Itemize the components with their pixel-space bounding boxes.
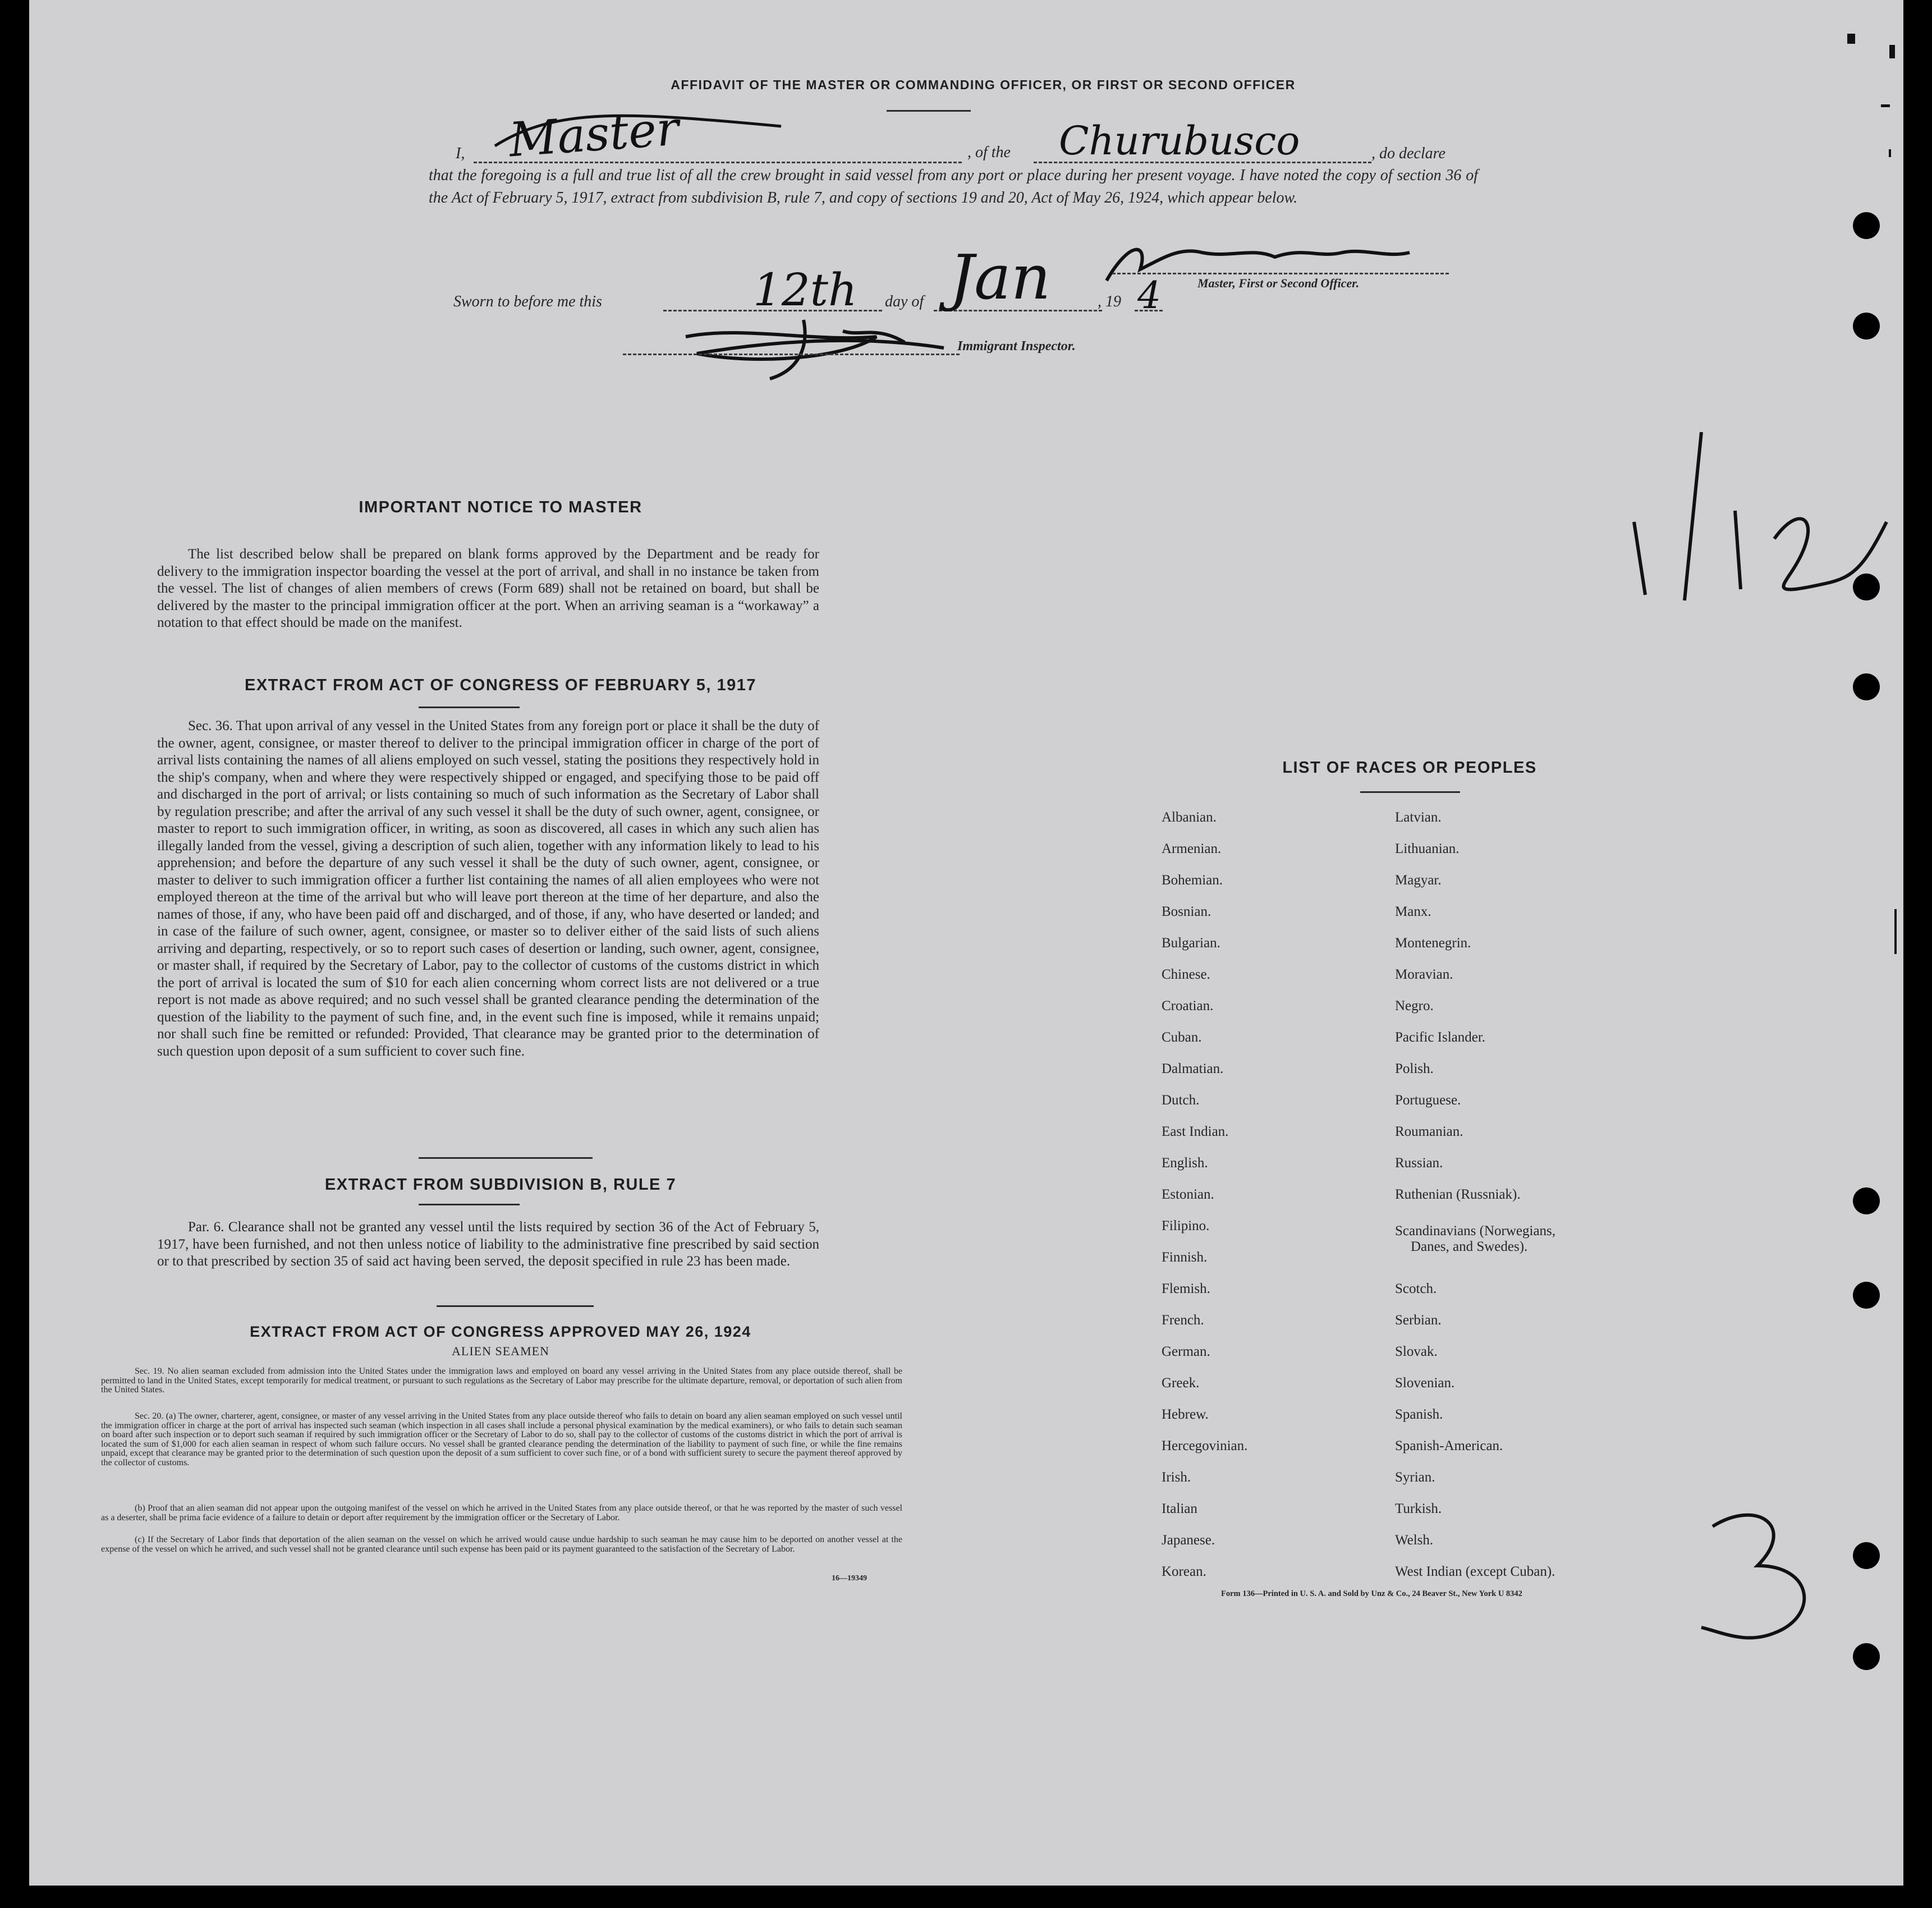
- race-item: German.: [1162, 1344, 1210, 1359]
- race-item: Slovenian.: [1395, 1375, 1455, 1391]
- race-item: Spanish-American.: [1395, 1438, 1503, 1453]
- race-item: Finnish.: [1162, 1250, 1208, 1265]
- race-item: Greek.: [1162, 1375, 1200, 1391]
- scan-speck: [1881, 104, 1890, 107]
- race-item: Albanian.: [1162, 810, 1217, 825]
- race-item: Irish.: [1162, 1470, 1191, 1485]
- do-declare-label: , do declare: [1371, 145, 1445, 162]
- race-item: Dalmatian.: [1162, 1061, 1224, 1076]
- sworn-prefix: Sworn to before me this: [453, 293, 602, 310]
- race-item: Filipino.: [1162, 1218, 1210, 1233]
- race-item: Turkish.: [1395, 1501, 1442, 1516]
- race-item: Bohemian.: [1162, 873, 1223, 888]
- extract-1917-heading: EXTRACT FROM ACT OF CONGRESS OF FEBRUARY 5, 1917: [244, 676, 757, 694]
- extract-1917-rule: [419, 707, 520, 708]
- race-item: Slovak.: [1395, 1344, 1438, 1359]
- extract-1924-heading: EXTRACT FROM ACT OF CONGRESS APPROVED MAY 26, 1924: [250, 1323, 751, 1340]
- race-item: Scotch.: [1395, 1281, 1437, 1296]
- alien-seamen-subheading: ALIEN SEAMEN: [452, 1344, 549, 1358]
- race-item: Polish.: [1395, 1061, 1434, 1076]
- master-caption: Master, First or Second Officer.: [1197, 276, 1360, 290]
- rule7-body: Par. 6. Clearance shall not be granted any vessel until the lists required by section 36 of the Act of February 5, 1917, have been furnished, and not then unless notice of liability to the administrative fine prescribed by said section or to that prescribed by section 35 of said act having been served, the deposit specified in rule 23 has been made.: [157, 1219, 819, 1269]
- race-item: Cuban.: [1162, 1030, 1202, 1045]
- scan-speck: [1889, 45, 1895, 58]
- inspector-signature: [674, 303, 989, 387]
- affidavit-i-label: I,: [456, 145, 465, 162]
- race-item: French.: [1162, 1313, 1204, 1328]
- handwritten-month: Jan: [949, 241, 1051, 313]
- sec20c-text: (c) If the Secretary of Labor finds that deportation of the alien seaman on the vessel on which he arrived would cause undue hardship to such seaman he may cause him to be deported on another vessel at the expense of the vessel on which he arrived, and such vessel shall not be granted clearance until such expense has been paid or its payment guaranteed to the satisfaction of the Secretary of Labor.: [101, 1535, 902, 1554]
- form-footer: Form 136—Printed in U. S. A. and Sold by Unz & Co., 24 Beaver St., New York U 8342: [1221, 1589, 1522, 1598]
- race-item: Dutch.: [1162, 1093, 1200, 1108]
- rule7-rule: [419, 1204, 520, 1205]
- punch-hole: [1853, 1282, 1880, 1309]
- race-item: Estonian.: [1162, 1187, 1214, 1202]
- races-heading-rule: [1360, 791, 1460, 793]
- handwritten-day: 12th: [753, 264, 857, 316]
- handwritten-vessel-name: Churubusco: [1059, 118, 1300, 164]
- race-item: Negro.: [1395, 998, 1434, 1013]
- race-item: Hebrew.: [1162, 1407, 1209, 1422]
- race-item: Syrian.: [1395, 1470, 1435, 1485]
- race-item: Armenian.: [1162, 841, 1222, 856]
- day-of-label: day of: [885, 293, 924, 310]
- punch-hole: [1853, 212, 1880, 239]
- race-item: English.: [1162, 1155, 1208, 1171]
- race-item: Roumanian.: [1395, 1124, 1463, 1139]
- affidavit-heading-rule: [887, 110, 971, 112]
- race-item: Russian.: [1395, 1155, 1443, 1171]
- race-item: Magyar.: [1395, 873, 1442, 888]
- race-item: Welsh.: [1395, 1533, 1434, 1548]
- document-sheet: [29, 0, 1903, 1886]
- handwritten-year: 4: [1137, 274, 1161, 317]
- race-item: Bulgarian.: [1162, 935, 1220, 951]
- race-item: Danes, and Swedes).: [1411, 1239, 1528, 1254]
- scan-speck: [1847, 34, 1855, 44]
- form-code: 16—19349: [832, 1574, 867, 1583]
- extract-1917-end-rule: [419, 1157, 593, 1159]
- punch-hole: [1853, 1643, 1880, 1670]
- race-item: Latvian.: [1395, 810, 1442, 825]
- notice-heading: IMPORTANT NOTICE TO MASTER: [359, 498, 643, 516]
- race-item: Manx.: [1395, 904, 1431, 919]
- sheet-number-annotation: [1690, 1504, 1858, 1650]
- year-prefix: , 19: [1098, 293, 1121, 310]
- race-item: Chinese.: [1162, 967, 1210, 982]
- inspector-caption: Immigrant Inspector.: [957, 339, 1076, 354]
- race-item: West Indian (except Cuban).: [1395, 1564, 1555, 1579]
- race-item: Ruthenian (Russniak).: [1395, 1187, 1521, 1202]
- race-item: Croatian.: [1162, 998, 1214, 1013]
- sec20b-text: (b) Proof that an alien seaman did not appear upon the outgoing manifest of the vessel on which he arrived in the United States from any place outside thereof, or that he was reported by the master of such vessel as a deserter, shall be prima facie evidence of a failure to detain or deport after requirement by the immigration officer or the Secretary of Labor.: [101, 1503, 902, 1522]
- sec20a-text: Sec. 20. (a) The owner, charterer, agent, consignee, or master of any vessel arriving in the United States from any place outside thereof who fails to detain on board any alien seaman employed on such vessel until the immigration officer in charge at the port of arrival has inspected such seaman (which inspection in all cases shall include a personal physical examination by the medical examiners), or who fails to detain such seaman on board after such inspection or to deport such seaman if required by such immigration officer or the Secretary of Labor to do so, shall pay to the collector of customs of the customs district in which the port of arrival is located the sum of $1,000 for each alien seaman in respect of whom such failure occurs. No vessel shall be granted clearance pending the determination of the liability to payment of such fine, or while the fine remains unpaid, except that clearance may be granted prior to the determination of such question upon the deposit of a sum sufficient to cover such fine, or of a bond with sufficient surety to secure the payment thereof approved by the collector of customs.: [101, 1411, 902, 1467]
- punch-hole: [1853, 1187, 1880, 1214]
- race-item: Hercegovinian.: [1162, 1438, 1248, 1453]
- of-the-label: , of the: [967, 144, 1011, 161]
- notice-body: The list described below shall be prepared on blank forms approved by the Department and be ready for delivery to the immigration inspector boarding the vessel at the port of arrival, and shall in no instance be taken from the vessel. The list of changes of alien members of crews (Form 689) shall not be retained on board, but shall be delivered by the master to the principal immigration officer at the port. When an arriving seaman is a “workaway” a notation to that effect should be made on the manifest.: [157, 547, 819, 630]
- race-item: Portuguese.: [1395, 1093, 1461, 1108]
- rule7-heading: EXTRACT FROM SUBDIVISION B, RULE 7: [324, 1176, 677, 1194]
- punch-hole: [1853, 574, 1880, 600]
- rule7-end-rule: [437, 1305, 594, 1307]
- punch-hole: [1853, 673, 1880, 700]
- race-item: Scandinavians (Norwegians,: [1395, 1223, 1556, 1239]
- race-item: Montenegrin.: [1395, 935, 1471, 951]
- race-item: Japanese.: [1162, 1533, 1215, 1548]
- sec19-text: Sec. 19. No alien seaman excluded from admission into the United States under the immigration laws and employed on board any vessel arriving in the United States from any place outside thereof, shall be permitted to land in the United States, except temporarily for medical treatment, or pursuant to such regulations as the Secretary of Labor may prescribe for the ultimate departure, removal, or deportation of such alien from the United States.: [101, 1366, 902, 1395]
- race-item: East Indian.: [1162, 1124, 1229, 1139]
- scan-speck: [1889, 149, 1891, 157]
- extract-1917-body: Sec. 36. That upon arrival of any vessel in the United States from any foreign port or place it shall be the duty of the owner, agent, consignee, or master thereof to deliver to the principal immigration officer in charge of the port of arrival lists containing the names of all aliens employed on such vessel, stating the positions they respectively hold in the ship's company, when and where they were respectively shipped or engaged, and specifying those to be paid off and discharged in the port of arrival; or lists containing so much of such information as the Secretary of Labor shall by regulation prescribe; and after the arrival of any such vessel it shall be the duty of such owner, agent, consignee, or master to report to such immigration officer, in writing, as soon as discovered, all cases in which any such alien has illegally landed from the vessel, giving a description of such alien, together with any information likely to lead to his apprehension; and before the departure of any such vessel it shall be the duty of such owner, agent, consignee, or master to deliver to such immigration officer a further list containing the names of all alien employees who were not employed thereon at the time of the arrival but who will leave port thereon at the time of her departure, and also the names of those, if any, who have been paid off and discharged, and of those, if any, who have deserted or landed; and in case of the failure of such owner, agent, consignee, or master so to deliver either of the said lists of such aliens arriving and departing, respectively, or so to report such cases of desertion or landing, such owner, agent, consignee, or master shall, if required by the Secretary of Labor, pay to the collector of customs of the customs district in which the port of arrival is located the sum of $10 for each alien concerning whom correct lists are not delivered or a true report is not made as above required; and no such vessel shall be granted clearance pending the determination of the question of the liability to the payment of such fine, and, in the event such fine is imposed, while it remains unpaid; nor shall such fine be remitted or refunded: Provided, That clearance may be granted prior to the determination of such question upon deposit of a sum sufficient to cover such fine.: [157, 718, 819, 1059]
- master-signature-line: [1112, 273, 1449, 274]
- race-item: Lithuanian.: [1395, 841, 1460, 856]
- inspector-signature-line: [623, 354, 960, 355]
- master-title-flourish: [489, 101, 792, 163]
- race-item: Serbian.: [1395, 1313, 1442, 1328]
- affidavit-heading: AFFIDAVIT OF THE MASTER OR COMMANDING OFFICER, OR FIRST OR SECOND OFFICER: [671, 77, 1296, 92]
- scan-speck: [1894, 909, 1897, 954]
- race-item: Pacific Islander.: [1395, 1030, 1486, 1045]
- race-item: Spanish.: [1395, 1407, 1443, 1422]
- handwritten-master-title: Master: [507, 100, 681, 168]
- punch-hole: [1853, 313, 1880, 340]
- races-heading: LIST OF RACES OR PEOPLES: [1282, 759, 1537, 777]
- punch-hole: [1853, 1542, 1880, 1569]
- affidavit-body: that the foregoing is a full and true list of all the crew brought in said vessel from any port or place during her present voyage. I have noted the copy of section 36 of the Act of February 5, 1917, extract from subdivision B, rule 7, and copy of sections 19 and 20, Act of May 26, 1924, which appear below.: [429, 167, 1478, 207]
- race-item: Flemish.: [1162, 1281, 1210, 1296]
- race-item: Italian: [1162, 1501, 1197, 1516]
- race-item: Moravian.: [1395, 967, 1453, 982]
- race-item: Korean.: [1162, 1564, 1206, 1579]
- race-item: Bosnian.: [1162, 904, 1211, 919]
- page-mark-annotation: [1589, 415, 1903, 629]
